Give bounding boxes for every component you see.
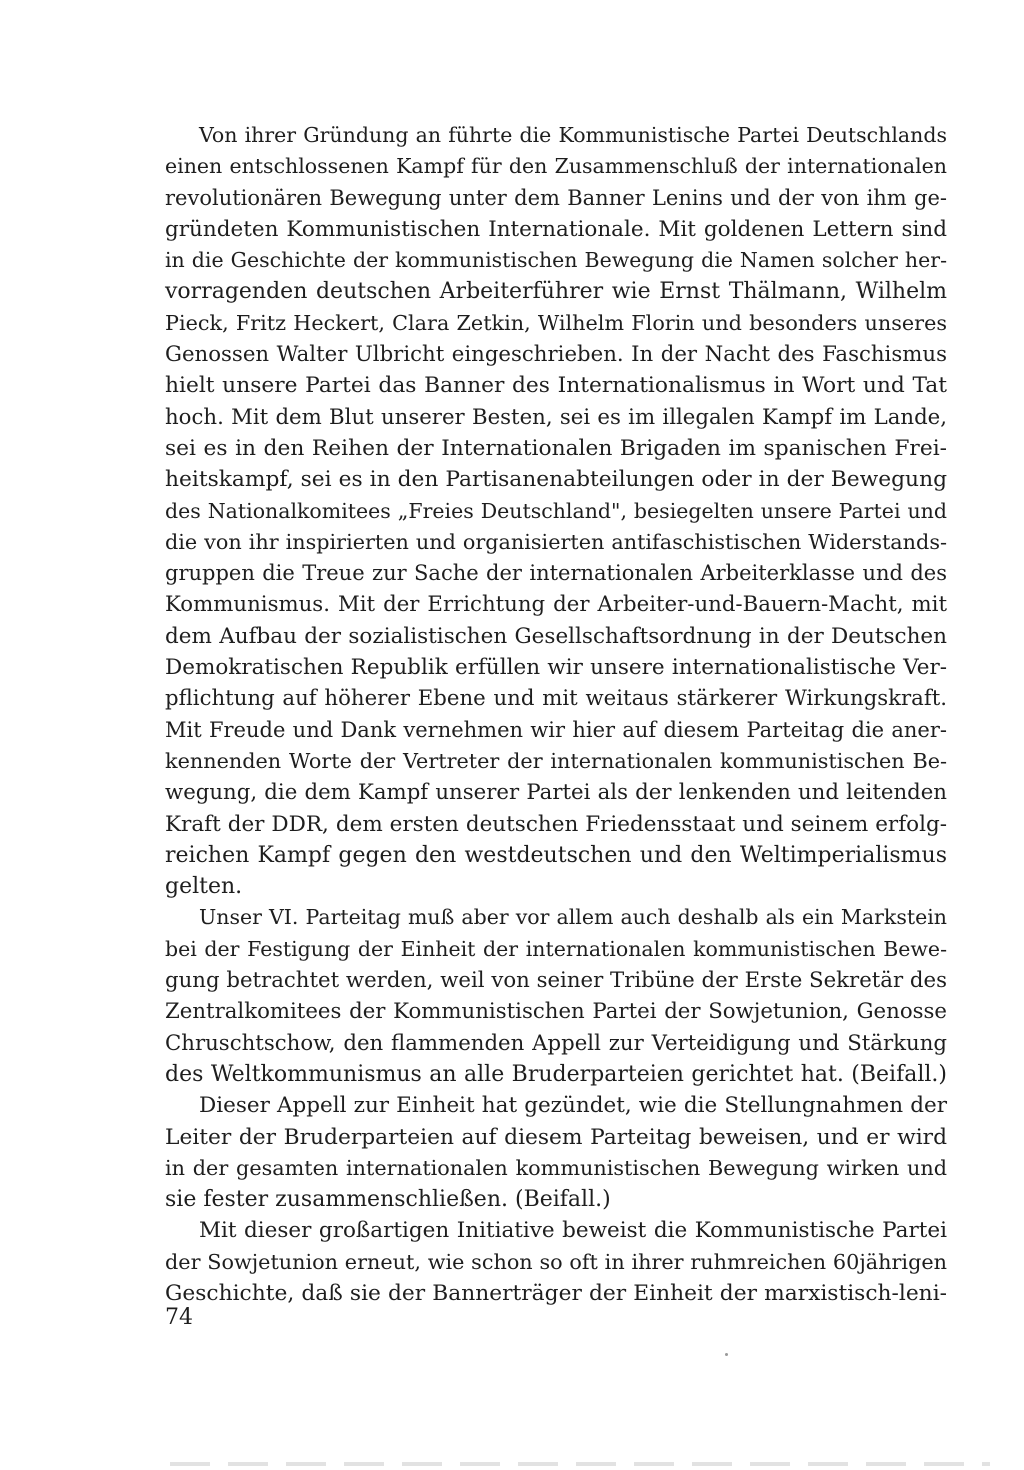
text-line: Mit dieser großartigen Initiative beweist die Kommunistische Partei (199, 1218, 947, 1244)
text-line: des Nationalkomitees „Freies Deutschland", besiegelten unsere Partei und (165, 498, 947, 523)
text-line: Zentralkomitees der Kommunistischen Partei der Sowjetunion, Genosse (165, 999, 947, 1025)
bleed-through-strip (170, 1462, 990, 1466)
text-line: revolutionären Bewegung unter dem Banner Lenins und der von ihm ge- (165, 185, 947, 210)
text-line: der Sowjetunion erneut, wie schon so oft in ihrer ruhmreichen 60jährigen (165, 1249, 947, 1274)
text-line: einen entschlossenen Kampf für den Zusammenschluß der internationalen (165, 154, 947, 179)
text-line: Genossen Walter Ulbricht eingeschrieben. In der Nacht des Faschismus (165, 342, 947, 368)
text-line: Pieck, Fritz Heckert, Clara Zetkin, Wilhelm Florin und besonders unseres (165, 310, 947, 335)
text-line: Mit Freude und Dank vernehmen wir hier auf diesem Parteitag die aner- (165, 717, 947, 742)
text-line: die von ihr inspirierten und organisierten antifaschistischen Widerstands- (165, 529, 947, 554)
page-number: 74 (165, 1305, 193, 1330)
text-line: sei es in den Reihen der Internationalen Brigaden im spanischen Frei- (165, 435, 947, 461)
paper-speck (725, 1353, 728, 1356)
text-line: Leiter der Bruderparteien auf diesem Parteitag beweisen, und er wird (165, 1124, 947, 1150)
text-line: heitskampf, sei es in den Partisanenabteilungen oder in der Bewegung (165, 467, 947, 493)
text-line: wegung, die dem Kampf unserer Partei als der lenkenden und leitenden (165, 780, 947, 806)
text-line: gelten. (165, 874, 243, 900)
text-line: gung betrachtet werden, weil von seiner Tribüne der Erste Sekretär des (165, 968, 947, 994)
text-line: Geschichte, daß sie der Bannerträger der Einheit der marxistisch-leni- (165, 1280, 947, 1306)
text-line: Dieser Appell zur Einheit hat gezündet, wie die Stellungnahmen der (199, 1093, 947, 1119)
text-line: des Weltkommunismus an alle Bruderparteien gerichtet hat. (Beifall.) (165, 1061, 947, 1087)
text-line: pflichtung auf höherer Ebene und mit weitaus stärkerer Wirkungskraft. (165, 686, 947, 712)
text-line: sie fester zusammenschließen. (Beifall.) (165, 1187, 611, 1213)
body-text (165, 120, 947, 1309)
text-line: hoch. Mit dem Blut unserer Besten, sei es im illegalen Kampf im Lande, (165, 404, 947, 430)
text-line: gründeten Kommunistischen Internationale. Mit goldenen Lettern sind (165, 216, 947, 242)
text-line: vorragenden deutschen Arbeiterführer wie Ernst Thälmann, Wilhelm (165, 279, 947, 305)
text-line: hielt unsere Partei das Banner des Internationalismus in Wort und Tat (165, 373, 947, 399)
text-line: gruppen die Treue zur Sache der internationalen Arbeiterklasse und des (165, 561, 947, 586)
text-line: Demokratischen Republik erfüllen wir unsere internationalistische Ver- (165, 655, 947, 681)
text-line: Kraft der DDR, dem ersten deutschen Friedensstaat und seinem erfolg- (165, 811, 947, 837)
text-line: dem Aufbau der sozialistischen Gesellschaftsordnung in der Deutschen (165, 623, 947, 649)
text-line: in die Geschichte der kommunistischen Bewegung die Namen solcher her- (165, 248, 947, 273)
text-line: Von ihrer Gründung an führte die Kommunistische Partei Deutschlands (199, 123, 947, 147)
text-line: bei der Festigung der Einheit der internationalen kommunistischen Bewe- (165, 936, 947, 961)
text-line: Kommunismus. Mit der Errichtung der Arbeiter-und-Bauern-Macht, mit (165, 592, 947, 618)
text-line: in der gesamten internationalen kommunistischen Bewegung wirken und (165, 1155, 947, 1180)
text-line: Unser VI. Parteitag muß aber vor allem auch deshalb als ein Markstein (199, 905, 947, 930)
text-line: reichen Kampf gegen den westdeutschen und den Weltimperialismus (165, 842, 947, 868)
text-line: kennenden Worte der Vertreter der internationalen kommunistischen Be- (165, 748, 947, 773)
text-line: Chruschtschow, den flammenden Appell zur Verteidigung und Stärkung (165, 1030, 947, 1056)
